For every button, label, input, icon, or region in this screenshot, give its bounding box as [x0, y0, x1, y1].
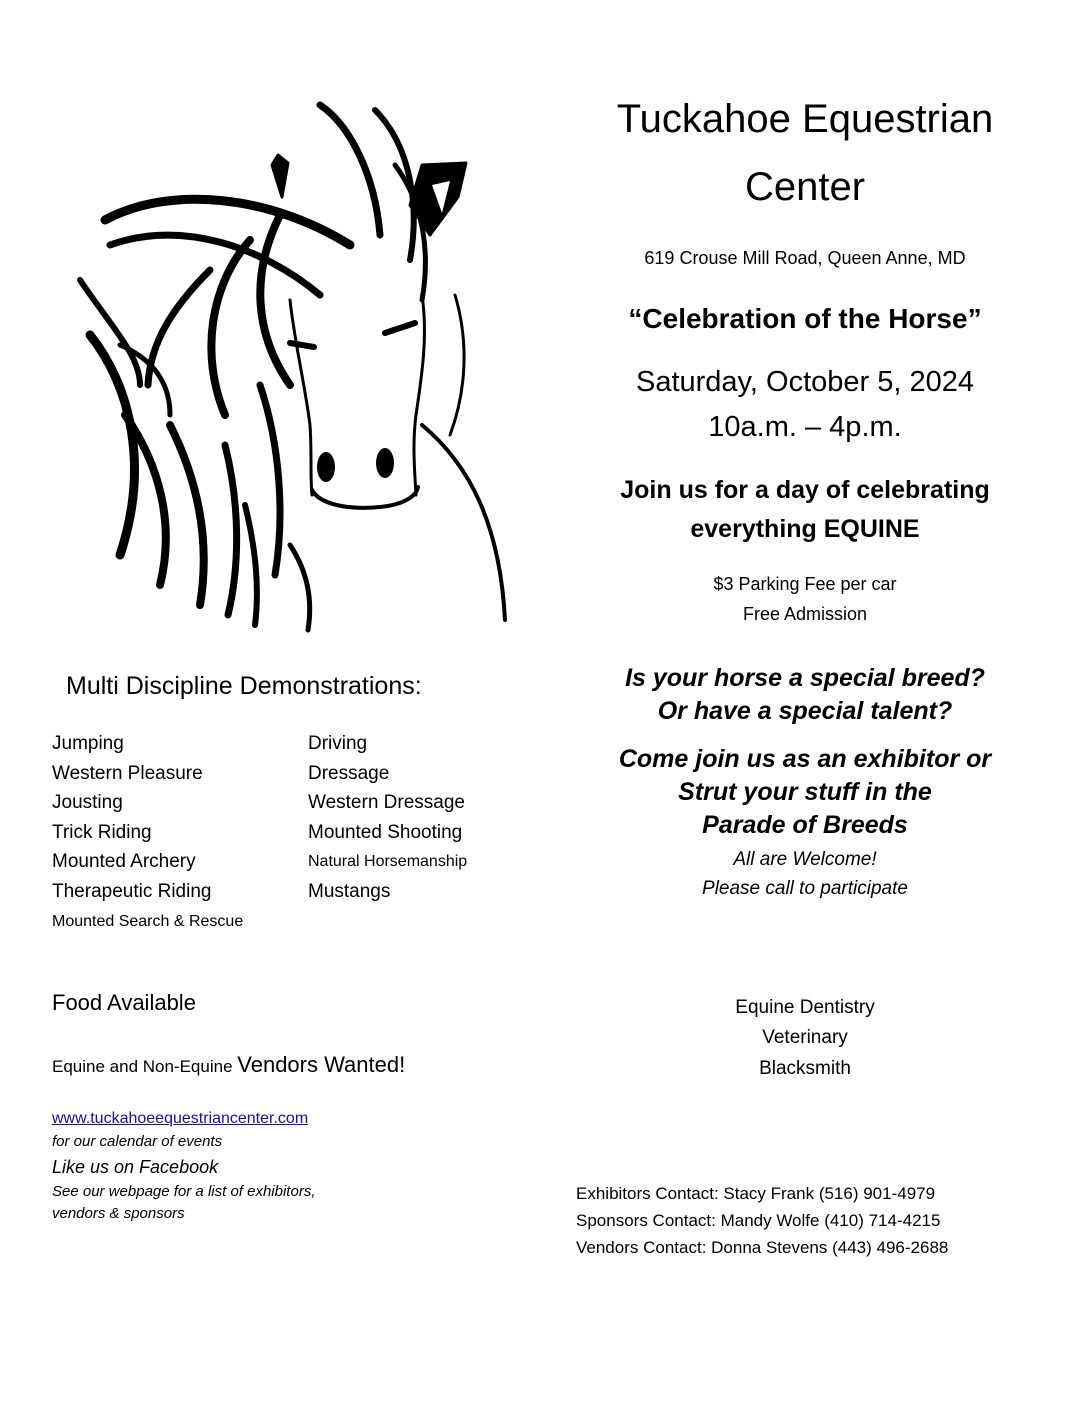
demo-item: Mustangs: [308, 880, 391, 902]
event-time: 10a.m. – 4p.m.: [708, 411, 902, 443]
demo-item: Natural Horsemanship: [308, 853, 468, 871]
contact-list: [576, 1180, 948, 1262]
breed-question-1: Is your horse a special breed?: [625, 664, 985, 692]
demo-item: Jousting: [52, 792, 123, 814]
exhibitor-call-2: Strut your stuff in the: [678, 778, 932, 806]
invite-line2: everything EQUINE: [690, 515, 920, 543]
calendar-note: for our calendar of events: [52, 1133, 223, 1150]
service-list: [560, 993, 1050, 1084]
demo-item: Mounted Archery: [52, 851, 196, 873]
web-info: [52, 1107, 315, 1226]
invite-line1: Join us for a day of celebrating: [620, 476, 990, 504]
event-name: “Celebration of the Horse”: [628, 303, 982, 334]
demo-item: Therapeutic Riding: [52, 880, 212, 902]
breed-question-2: Or have a special talent?: [657, 697, 953, 725]
demo-item: Western Pleasure: [52, 762, 203, 784]
participate-note: Please call to participate: [702, 878, 908, 899]
demonstrations-right-column: [308, 729, 467, 907]
venue-title-line1: Tuckahoe Equestrian: [616, 97, 994, 141]
service-item: Equine Dentistry: [735, 997, 875, 1018]
service-item: Blacksmith: [759, 1057, 851, 1079]
demo-item: Driving: [308, 733, 368, 754]
service-item: Veterinary: [762, 1027, 848, 1049]
website-link[interactable]: www.tuckahoeequestriancenter.com: [52, 1110, 309, 1127]
welcome-note: All are Welcome!: [733, 849, 877, 870]
facebook-note: Like us on Facebook: [52, 1156, 219, 1177]
exhibitors-contact: Exhibitors Contact: Stacy Frank (516) 901-4979: [576, 1184, 936, 1203]
venue-address: 619 Crouse Mill Road, Queen Anne, MD: [644, 248, 966, 268]
demo-item: Jumping: [52, 733, 124, 754]
demo-item: Trick Riding: [52, 821, 152, 843]
demonstrations-heading: Multi Discipline Demonstrations:: [66, 672, 422, 700]
demonstrations-left-column: [52, 729, 243, 936]
vendors-suffix: Vendors Wanted!: [237, 1052, 406, 1077]
demo-item: Western Dressage: [308, 792, 465, 814]
vendors-wanted: [52, 1052, 405, 1078]
parking-fee: $3 Parking Fee per car: [713, 574, 897, 594]
exhibitor-list-note-1: See our webpage for a list of exhibitors,: [52, 1182, 316, 1200]
venue-title-line2: Center: [744, 165, 866, 209]
food-available: Food Available: [52, 990, 196, 1015]
demo-item: Dressage: [308, 762, 390, 784]
demo-item: Mounted Search & Rescue: [52, 912, 244, 930]
exhibitor-call-3: Parade of Breeds: [702, 811, 908, 839]
vendors-contact: Vendors Contact: Donna Stevens (443) 496-2688: [576, 1238, 949, 1258]
horse-illustration: [50, 85, 520, 635]
event-date: Saturday, October 5, 2024: [635, 366, 974, 398]
exhibitor-list-note-2: vendors & sponsors: [52, 1205, 185, 1222]
demo-item: Mounted Shooting: [308, 821, 463, 843]
admission: Free Admission: [742, 604, 868, 624]
vendors-prefix: Equine and Non-Equine: [52, 1057, 233, 1076]
exhibitor-call-1: Come join us as an exhibitor or: [618, 745, 992, 773]
sponsors-contact: Sponsors Contact: Mandy Wolfe (410) 714-4215: [576, 1211, 941, 1231]
